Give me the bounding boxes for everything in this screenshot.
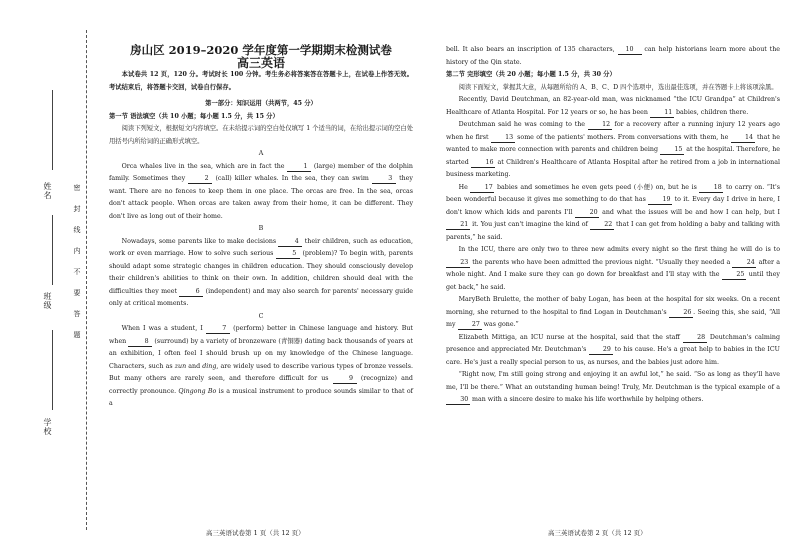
section1-instructions: 阅读下列短文，根据短文内容填空。在未给提示词的空白处仅填写 1 个适当的词，在给出提示词的空白处用括号内所给词的正确形式填空。 <box>109 125 413 145</box>
text: Elizabeth Mittiga, an ICU nurse at the hospital, said that the staff <box>458 333 680 341</box>
text: babies and sometimes he even gets peed (小便) on, but he is <box>497 183 697 191</box>
class-label: 班级 <box>43 292 52 310</box>
blank-4: 4 <box>278 237 302 247</box>
name-line <box>52 90 53 170</box>
seal-char: 要 <box>73 289 81 297</box>
text: (call) killer whales. In the sea, they can swim <box>215 175 369 182</box>
italic-term: zun <box>174 362 187 370</box>
passage-b-label: B <box>258 225 264 232</box>
blank-27: 27 <box>458 320 482 330</box>
text: babies, children there. <box>676 108 749 116</box>
blank-8: 8 <box>128 337 152 347</box>
text: MaryBeth Brulette, the mother of baby Logan, has been at the hospital for six weeks. On a recent morning, she returned to the hospital to find Logan in Deutchman's <box>446 296 780 316</box>
exam-instructions: 本试卷共 12 页，120 分。考试时长 100 分钟。考生务必将答案答在答题卡上，在试卷上作答无效。考试结束后，将答题卡交回，试卷自行保存。 <box>109 71 413 91</box>
italic-term: Qingong Bo <box>178 387 217 395</box>
text: Deutchman said he was coming to the <box>458 121 586 128</box>
text: “Right now, I'm still going strong and enjoying it an awful lot,” he said. “So as long as they'll have me, I'll be there.” What an outstanding human being! Truly, Mr. Deutchman is the typical example of a <box>446 371 780 391</box>
blank-18: 18 <box>699 183 723 193</box>
cloze-paragraph-5 <box>446 294 780 332</box>
cloze-paragraph-6 <box>446 332 780 370</box>
seal-notice <box>72 178 82 346</box>
part1-heading: 第一部分：知识运用（共两节，45 分） <box>205 100 317 107</box>
blank-13: 13 <box>491 133 515 143</box>
text: after a whole night. And I make sure they can go down for breakfast and I'll stay with the <box>446 258 780 278</box>
cloze-paragraph-1 <box>446 94 780 119</box>
text: (recognize) and correctly pronounce. <box>109 375 413 395</box>
blank-12: 12 <box>588 120 612 130</box>
seal-char: 线 <box>73 226 81 234</box>
text: it. You just can't imagine the kind of <box>472 221 588 228</box>
cloze-paragraph-7 <box>446 369 780 407</box>
text: their children, such as education, work or even marriage. How to solve such serious <box>109 237 413 257</box>
blank-25: 25 <box>722 270 746 280</box>
text: He <box>458 183 468 191</box>
class-line <box>52 215 53 285</box>
blank-29: 29 <box>589 345 613 355</box>
seal-char: 封 <box>73 205 81 213</box>
text: (perform) better in Chinese language and history. But when <box>109 325 413 345</box>
passage-b <box>109 236 413 311</box>
blank-3: 3 <box>372 174 396 184</box>
school-line <box>52 330 53 410</box>
passage-c-continued <box>446 44 780 69</box>
cloze-paragraph-4 <box>446 244 780 294</box>
text: (large) member of the dolphin family. Sometimes they <box>109 162 413 182</box>
blank-26: 26 <box>669 308 693 318</box>
text: is a musical instrument to produce sounds similar to that of a <box>109 387 413 407</box>
text: at the hospital. Therefore, he started <box>446 146 780 166</box>
blank-21: 21 <box>446 220 470 230</box>
seal-dashed-line <box>86 30 87 530</box>
text: Recently, David Deutchman, an 82-year-old man, was nicknamed “the ICU Grandpa” at Children's Healthcare of Atlanta Hospital. For 12 years or so, he has been <box>446 96 780 116</box>
section2-instructions: 阅读下面短文，掌握其大意，从每题所给的 A、B、C、D 四个选项中，选出最佳选项，并在答题卡上将该项涂黑。 <box>458 83 778 91</box>
text: . Seeing this, she said, “All my <box>446 308 780 328</box>
text: Deutchman's calming presence and appreciated Mr. Deutchman's <box>446 333 780 353</box>
blank-24: 24 <box>732 258 756 268</box>
text: that I can get from holding a baby and talking with parents,” he said. <box>446 221 780 241</box>
section1-heading: 第一节 语法填空（共 10 小题；每小题 1.5 分，共 15 分） <box>109 112 279 120</box>
passage-a <box>109 161 413 224</box>
text: to it. Every day I drive in here, I don't know which kids and parents I'll <box>446 196 780 216</box>
text: In the ICU, there are only two to three new admits every night so the first thing he will do is to <box>458 246 780 253</box>
passage-a-label: A <box>258 150 264 157</box>
seal-char: 不 <box>73 268 81 276</box>
blank-6: 6 <box>179 287 203 297</box>
text: to his cause. He's a great help to babies in the ICU care. He's just a really special person to us, as nurses, and the babies just adore him. <box>446 346 780 366</box>
blank-19: 19 <box>648 195 672 205</box>
section2-heading: 第二节 完形填空（共 20 小题；每小题 1.5 分，共 30 分） <box>446 71 616 78</box>
text: When I was a student, I <box>121 325 203 332</box>
exam-title: 房山区 2019–2020 学年度第一学期期末检测试卷 <box>130 43 392 57</box>
text: (independent) and may also search for parents' necessary guide only at critical moments. <box>109 287 413 307</box>
right-page-footer: 高三英语试卷第 2 页（共 12 页） <box>548 529 647 537</box>
text: Nowadays, some parents like to make decisions <box>121 237 277 245</box>
text: was gone.” <box>483 321 519 328</box>
blank-15: 15 <box>660 145 684 155</box>
seal-char: 密 <box>73 184 81 192</box>
blank-20: 20 <box>575 208 599 218</box>
seal-char: 内 <box>73 247 81 255</box>
blank-9: 9 <box>333 374 357 384</box>
text: to carry on. “It's been wonderful because it gives me something to do that has <box>446 183 780 203</box>
text: they want. There are no fences to keep them in one place. The orcas are free. In the sea, orcas don't attack people. When orcas are taken away from their home, it can be different. They don't live as long out of their home. <box>109 175 413 220</box>
blank-17: 17 <box>470 183 494 193</box>
blank-14: 14 <box>731 133 755 143</box>
text: are widely used to describe various types of bronze vessels. But many others are rarely seen, and therefore difficult for us <box>109 362 413 382</box>
text: the parents who have been admitted the previous night. “Usually they needed a <box>472 258 731 266</box>
text: man with a sincere desire to make his life worthwhile by helping others. <box>472 396 704 403</box>
blank-2: 2 <box>188 174 212 184</box>
right-page <box>446 44 780 407</box>
blank-30: 30 <box>446 395 470 405</box>
text: until they get back,” he said. <box>446 271 780 291</box>
cloze-paragraph-3 <box>446 182 780 245</box>
passage-c-label: C <box>258 312 264 320</box>
blank-11: 11 <box>650 108 674 118</box>
text: and what the issues will be and how I can help, but I <box>602 208 780 216</box>
text: for a recovery after a running injury 12 years ago when he first <box>446 121 780 141</box>
blank-1: 1 <box>287 162 311 172</box>
text: that he wanted to make more connection with parents and children being <box>446 133 780 153</box>
text: some of the patients' mothers. From conversations with them, he <box>517 133 729 141</box>
text: at Children's Healthcare of Atlanta Hospital after he retired from a job in international business marketing. <box>446 158 780 178</box>
blank-16: 16 <box>471 158 495 168</box>
seal-char: 答 <box>73 310 81 318</box>
left-page-footer: 高三英语试卷第 1 页（共 12 页） <box>206 529 305 537</box>
blank-7: 7 <box>206 324 230 334</box>
text: can help historians learn more about the history of the Qin state. <box>446 46 780 66</box>
text: bell. It also bears an inscription of 135 characters, <box>446 46 615 53</box>
subject-title: 高三英语 <box>236 55 285 70</box>
passage-c <box>109 323 413 411</box>
blank-22: 22 <box>590 220 614 230</box>
cloze-paragraph-2 <box>446 119 780 182</box>
left-page <box>109 44 413 411</box>
text: (surround) by a variety of bronzeware (青铜器) dating back thousands of years at an exhibition, I often feel I should brush up on my knowledge of the Chinese language. Characters, such as <box>109 337 413 370</box>
blank-10: 10 <box>618 45 642 55</box>
text: (problem)? To begin with, parents should adapt some strategic changes in children education. They should consciously develop their children's abilities to think on their own. In addition, children should deal with the difficulties they meet <box>109 250 413 295</box>
binding-margin <box>0 0 108 549</box>
blank-5: 5 <box>276 249 300 259</box>
name-label: 姓名 <box>43 182 52 200</box>
blank-28: 28 <box>683 333 707 343</box>
blank-23: 23 <box>446 258 470 268</box>
school-label: 学校 <box>43 418 52 436</box>
text: Orca whales live in the sea, which are in fact the <box>121 162 285 170</box>
italic-term: ding, <box>202 362 219 370</box>
seal-char: 题 <box>73 331 81 339</box>
text: and <box>188 362 201 370</box>
